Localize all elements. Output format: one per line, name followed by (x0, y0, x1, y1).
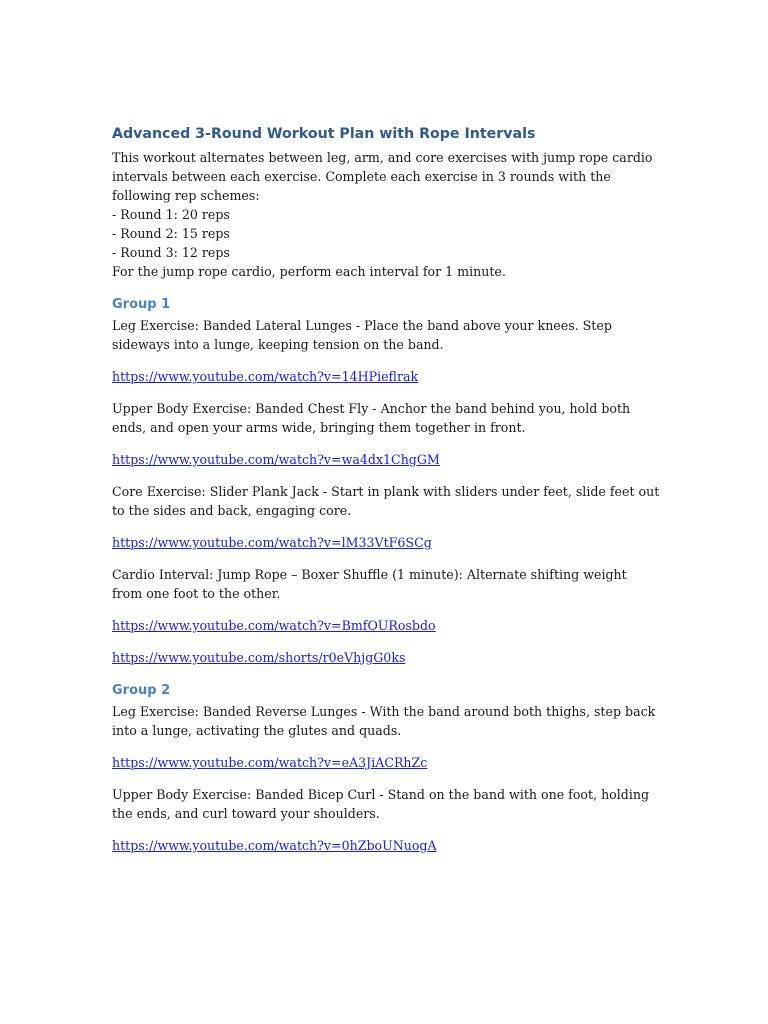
video-link[interactable]: https://www.youtube.com/watch?v=BmfOURosbdo (112, 618, 436, 633)
exercise-description: Core Exercise: Slider Plank Jack - Start in plank with sliders under feet, slide feet out to the sides and back, engaging core. (112, 484, 660, 518)
intro-paragraph: This workout alternates between leg, arm, and core exercises with jump rope cardio intervals between each exercise. Complete each exercise in 3 rounds with the following rep schemes: (112, 150, 653, 203)
document-title: Advanced 3-Round Workout Plan with Rope Intervals (112, 126, 536, 142)
exercise-description: Cardio Interval: Jump Rope – Boxer Shuffle (1 minute): Alternate shifting weight from one foot to the other. (112, 567, 627, 601)
group-1-heading: Group 1 (112, 297, 171, 312)
intro-section (112, 148, 660, 281)
video-link[interactable]: https://www.youtube.com/watch?v=eA3JiACRhZc (112, 755, 428, 770)
video-link[interactable]: https://www.youtube.com/watch?v=wa4dx1ChgGM (112, 452, 440, 467)
video-link[interactable]: https://www.youtube.com/watch?v=lM33VtF6SCg (112, 535, 432, 550)
exercise-description: Upper Body Exercise: Banded Bicep Curl - Stand on the band with one foot, holding the ends, and curl toward your shoulders. (112, 787, 650, 821)
video-link[interactable]: https://www.youtube.com/watch?v=14HPieflrak (112, 369, 419, 384)
exercise-description: Leg Exercise: Banded Lateral Lunges - Place the band above your knees. Step sideways into a lunge, keeping tension on the band. (112, 318, 612, 352)
round-1-line: - Round 1: 20 reps (112, 207, 230, 222)
cardio-note: For the jump rope cardio, perform each interval for 1 minute. (112, 264, 506, 279)
group-2-heading: Group 2 (112, 683, 171, 698)
round-2-line: - Round 2: 15 reps (112, 226, 230, 241)
round-3-line: - Round 3: 12 reps (112, 245, 230, 260)
video-link[interactable]: https://www.youtube.com/watch?v=0hZboUNuogA (112, 838, 437, 853)
exercise-description: Upper Body Exercise: Banded Chest Fly - Anchor the band behind you, hold both ends, and open your arms wide, bringing them together in front. (112, 401, 631, 435)
exercise-description: Leg Exercise: Banded Reverse Lunges - With the band around both thighs, step back into a lunge, activating the glutes and quads. (112, 704, 656, 738)
video-link[interactable]: https://www.youtube.com/shorts/r0eVhjgG0ks (112, 650, 406, 665)
document-content (112, 124, 660, 868)
